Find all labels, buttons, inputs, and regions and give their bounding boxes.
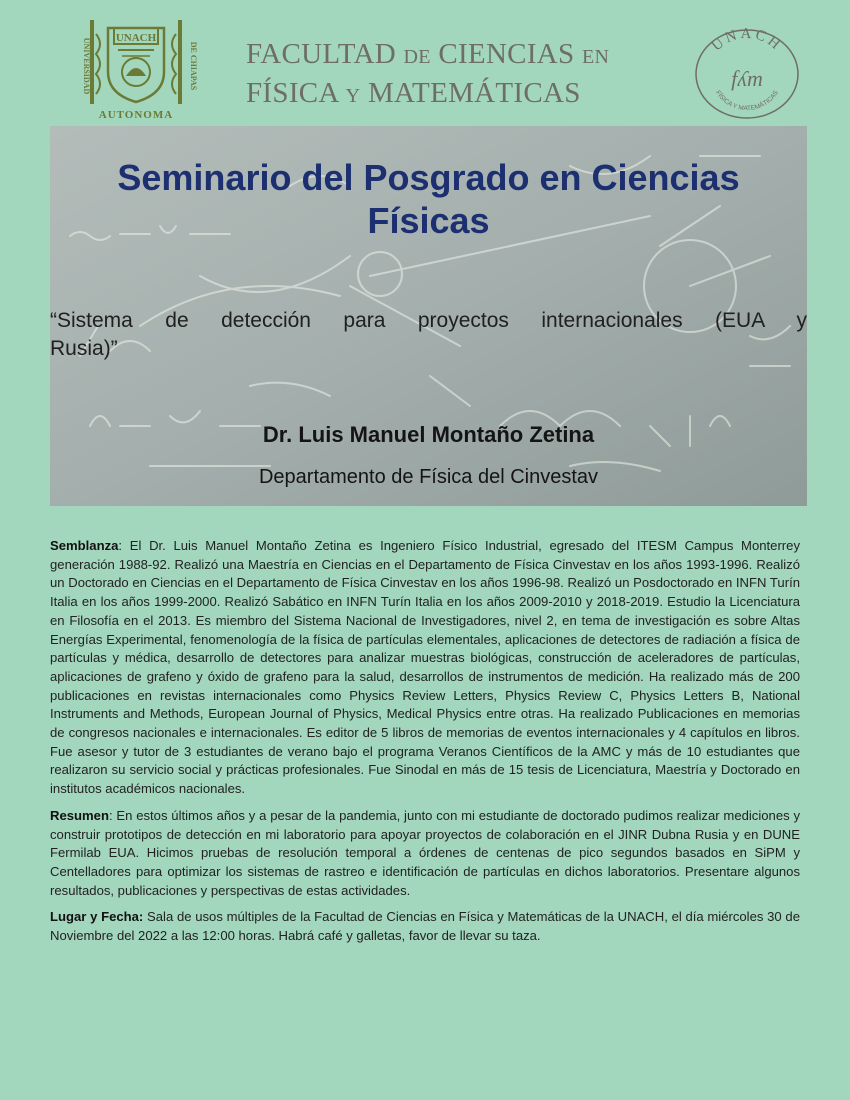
semblanza-text: : El Dr. Luis Manuel Montaño Zetina es Ingeniero Físico Industrial, egresado del ITESM Campus Monterrey generación 1988-92. Realizó una Maestría en Ciencias en el Departamento de Física Cinvestav en los años 1993-1996. Realizó un Doctorado en Ciencias en el Departamento de Física Cinvestav en los años 1996-98. Realizó un Posdoctorado en INFN Turín Italia en los años 1999-2000. Realizó Sabático en INFN Turín Italia en los años 2009-2010 y 2018-2019. Estudio la Licenciatura en Filosofía en el 2013. Es miembro del Sistema Nacional de Investigadores, nivel 2, en tema de investigación es sobre Altas Energías Experimental, fenomenología de la física de partículas elementales, aplicaciones de detectores de radiación a física de partículas y médica, desarrollo de detectores para analizar muestras biológicas, construcción de aceleradores de partículas, aplicaciones de grafeno y óxido de grafeno para la salud, desarrollos de instrumentos de medición. Ha realizado más de 200 publicaciones en revistas internacionales como Physics Review Letters, Physics Review C, Physics Letters B, National Instruments and Methods, European Journal of Physics, Medical Physics entre otras. Ha realizado Publicaciones en memorias de congresos nacionales e internacionales. Es editor de 5 libros de memorias de eventos internacionales y 4 capítulos en libros. Fue asesor y tutor de 3 estudiantes de verano bajo el programa Veranos Científicos de la AMC y más de 10 estudiantes que realizaron su servicio social y prácticas profesionales. Fue Sinodal en más de 15 tesis de Licenciatura, Maestría y Doctorado en institutos académicos nacionales.	[50, 538, 800, 797]
faculty-word-small: Y	[345, 85, 361, 107]
svg-text:FÍSICA Y MATEMÁTICAS	[714, 89, 780, 112]
resumen-paragraph	[50, 807, 800, 901]
logo-arc-text: UNACH	[708, 28, 786, 55]
speaker-department: Departamento de Física del Cinvestav	[258, 466, 599, 488]
faculty-name-line-1	[246, 36, 609, 75]
seal-right-text: DE CHIAPAS	[189, 41, 198, 91]
talk-title-line-2: Rusia)”	[50, 337, 118, 360]
seal-left-text: UNIVERSIDAD	[82, 37, 91, 95]
svg-text:UNACH	[709, 28, 785, 54]
header	[0, 0, 850, 125]
seal-top-text: UNACH	[115, 32, 157, 44]
faculty-word: MATEMÁTICAS	[367, 77, 581, 109]
seal-bottom-text: AUTONOMA	[98, 109, 174, 121]
faculty-word-small: EN	[582, 46, 610, 68]
lugar-fecha-label: Lugar y Fecha:	[50, 909, 144, 925]
seminar-title-line-1: Seminario del Posgrado en Ciencias	[117, 157, 740, 198]
faculty-name-line-2	[246, 75, 609, 114]
resumen-text: : En estos últimos años y a pesar de la pandemia, junto con mi estudiante de doctorado pudimos realizar mediciones y construir prototipos de detección en mi laboratorio para apoyar proyectos de colaboración en el JINR Dubna Rusia y en DUNE Fermilab EUA. Hicimos pruebas de resolución temporal a órdenes de centenas de pico segundos basados en SiPM y Centelladores para optimizar los sistemas de rastreo e identificación de partículas en dichos laboratorios. Presentare algunos resultados, publicaciones y perspectivas de estas actividades.	[50, 807, 800, 898]
faculty-word-small: DE	[403, 46, 431, 68]
fcfm-circle-logo	[693, 28, 801, 120]
faculty-word: CIENCIAS	[438, 38, 575, 70]
logo-monogram: fʎm	[731, 66, 763, 91]
semblanza-paragraph	[50, 537, 800, 799]
talk-title-line-1: “Sistema de detección para proyectos internacionales (EUA y	[50, 309, 807, 332]
logo-bottom-text: FÍSICA Y MATEMÁTICAS	[714, 89, 780, 113]
unach-seal-logo	[70, 14, 202, 122]
talk-title	[50, 307, 807, 363]
faculty-word: FÍSICA	[246, 77, 339, 109]
resumen-label: Resumen	[50, 807, 109, 823]
faculty-word: FACULTAD	[246, 38, 396, 70]
seminar-title-line-2: Físicas	[367, 200, 490, 241]
speaker-name: Dr. Luis Manuel Montaño Zetina	[262, 422, 595, 447]
seminar-title	[50, 156, 807, 242]
body-text	[50, 537, 800, 954]
lugar-fecha-paragraph	[50, 908, 800, 945]
semblanza-label: Semblanza	[50, 538, 119, 553]
chalkboard-banner	[50, 126, 807, 506]
lugar-fecha-text: Sala de usos múltiples de la Facultad de Ciencias en Física y Matemáticas de la UNACH, el día miércoles 30 de Noviembre del 2022 a las 12:00 horas. Habrá café y galletas, favor de llevar su taza.	[50, 909, 800, 944]
faculty-name	[246, 36, 609, 114]
